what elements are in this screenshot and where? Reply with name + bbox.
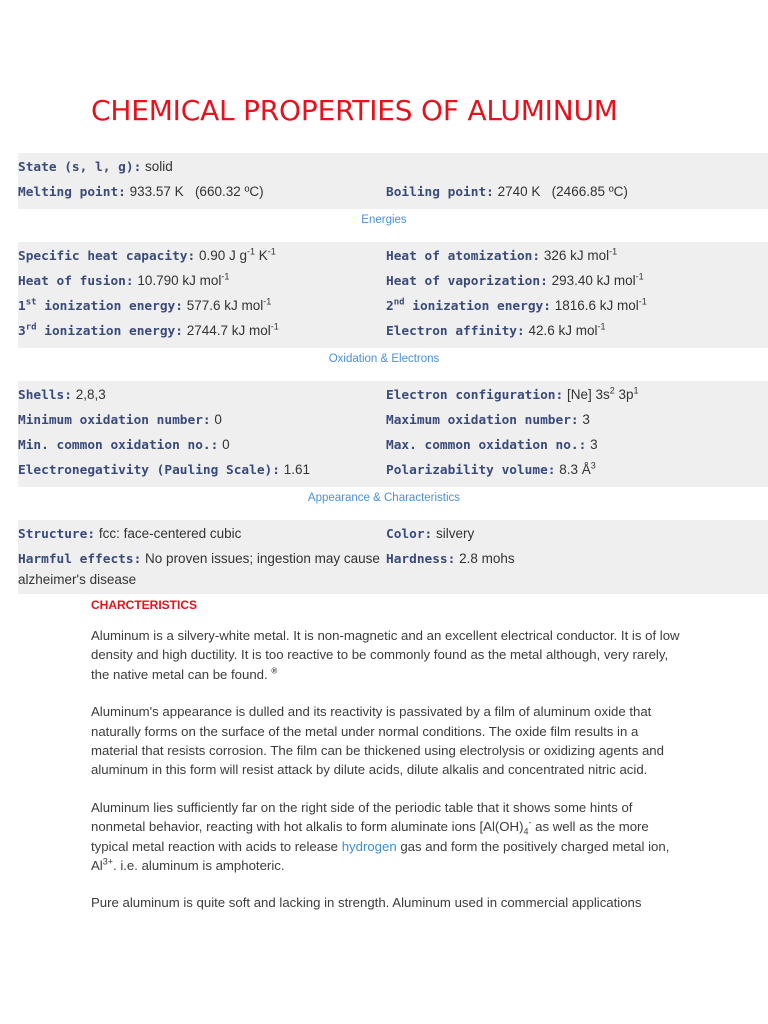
- paragraph-1: Aluminum is a silvery-white metal. It is non-magnetic and an excellent electrical conductor. It is of low density and high ductility. It is too reactive to be commonly found as the metal although, very rarely, the native metal can be found. ®: [91, 628, 680, 682]
- hydrogen-link[interactable]: hydrogen: [341, 838, 397, 854]
- section-appearance: Appearance & Characteristics: [307, 492, 461, 504]
- atomization-value: 326 kJ mol$^{-1}$: [543, 246, 618, 263]
- table-row: [18, 408, 768, 433]
- table-row: [18, 269, 768, 294]
- page-title: CHEMICAL PROPERTIES OF ALUMINUM: [91, 94, 618, 127]
- max-oxidation-value: 3: [582, 412, 590, 427]
- table-row: [18, 294, 768, 319]
- state-value: solid: [145, 159, 173, 174]
- ionization-3-label: 3rd ionization energy:: [18, 322, 183, 339]
- polarizability-label: Polarizability volume:: [386, 463, 556, 478]
- section-energies: Energies: [361, 214, 407, 226]
- hardness-value: 2.8 mohs: [459, 551, 515, 566]
- paragraph-2: Aluminum's appearance is dulled and its reactivity is passivated by a film of aluminum oxide that naturally forms on the surface of the metal under normal conditions. The oxide film results in a material that resists corrosion. The film can be thickened using electrolysis or oxidizing agents and aluminum in this form will resist attack by dilute acids, dilute alkalis and concentrated nitric acid.: [91, 704, 664, 778]
- heat-capacity-label: Specific heat capacity:: [18, 249, 196, 264]
- characteristics-heading: CHARCTERISTICS: [91, 598, 198, 612]
- electronegativity-value: 1.61: [283, 462, 310, 477]
- min-common-oxidation-value: 0: [222, 437, 230, 452]
- characteristics-section: [91, 598, 681, 931]
- electron-affinity-value: 42.6 kJ mol$^{-1}$: [528, 321, 606, 338]
- heat-capacity-value: 0.90 J $g^{-1}$ $K^{-1}$: [198, 246, 276, 263]
- max-common-oxidation-label: Max. common oxidation no.:: [386, 438, 587, 453]
- polarizability-value: 8.3 $Å^3$: [559, 460, 596, 477]
- boiling-label: Boiling point:: [386, 185, 494, 200]
- appearance-band: [18, 520, 768, 594]
- hardness-label: Hardness:: [386, 552, 456, 567]
- table-row: [18, 433, 768, 458]
- color-value: silvery: [436, 526, 475, 541]
- electron-config-value: [Ne] $3s^2$ $3p^1$: [566, 385, 639, 402]
- structure-value: fcc: face-centered cubic: [98, 526, 242, 541]
- harmful-effects-value: No proven issues; ingestion may cause alzheimer's disease: [18, 551, 380, 587]
- table-row: [18, 155, 768, 180]
- shells-label: Shells:: [18, 388, 72, 403]
- table-row: [18, 547, 768, 590]
- vaporization-value: 293.40 kJ mol$^{-1}$: [551, 271, 644, 288]
- ionization-3-value: 2744.7 kJ mol$^{-1}$: [186, 321, 279, 338]
- fusion-label: Heat of fusion:: [18, 274, 134, 289]
- max-common-oxidation-value: 3: [590, 437, 598, 452]
- ionization-1-value: 577.6 kJ mol$^{-1}$: [186, 296, 272, 313]
- min-common-oxidation-label: Min. common oxidation no.:: [18, 438, 219, 453]
- melting-label: Melting point:: [18, 185, 126, 200]
- structure-label: Structure:: [18, 527, 96, 542]
- oxidation-band: [18, 381, 768, 487]
- reference-marker[interactable]: ®: [271, 666, 278, 676]
- ionization-2-value: 1816.6 kJ mol$^{-1}$: [554, 296, 647, 313]
- harmful-effects-label: Harmful effects:: [18, 552, 142, 567]
- color-label: Color:: [386, 527, 433, 542]
- paragraph-3: Aluminum lies sufficiently far on the right side of the periodic table that it shows some hints of nonmetal behavior, reacting with hot alkalis to form aluminate ions [$Al(OH)_4^-$ as well as the more typical metal reaction with acids to release hydrogen gas and form the positively charged metal ion, $Al^{3+}$. i.e. aluminum is amphoteric.: [91, 799, 670, 874]
- table-row: [18, 244, 768, 269]
- fusion-value: 10.790 kJ mol$^{-1}$: [137, 271, 230, 288]
- min-oxidation-value: 0: [214, 412, 222, 427]
- table-row: [18, 319, 768, 344]
- electronegativity-label: Electronegativity (Pauling Scale):: [18, 463, 280, 478]
- atomization-label: Heat of atomization:: [386, 249, 541, 264]
- table-row: [18, 180, 768, 205]
- properties-table: [18, 153, 768, 594]
- ionization-2-label: 2nd ionization energy:: [386, 297, 551, 314]
- min-oxidation-label: Minimum oxidation number:: [18, 413, 211, 428]
- paragraph-4: Pure aluminum is quite soft and lacking in strength. Aluminum used in commercial applications: [91, 895, 642, 911]
- electron-affinity-label: Electron affinity:: [386, 324, 525, 339]
- electron-config-label: Electron configuration:: [386, 388, 564, 403]
- table-row: [18, 383, 768, 408]
- section-oxidation: Oxidation & Electrons: [328, 353, 440, 365]
- ionization-1-label: 1st ionization energy:: [18, 297, 183, 314]
- state-label: State (s, l, g):: [18, 160, 142, 175]
- general-band: [18, 153, 768, 209]
- shells-value: 2,8,3: [75, 387, 106, 402]
- melting-value: 933.57 K (660.32 ºC): [129, 184, 264, 199]
- max-oxidation-label: Maximum oxidation number:: [386, 413, 579, 428]
- energies-band: [18, 242, 768, 348]
- table-row: [18, 522, 768, 547]
- boiling-value: 2740 K (2466.85 ºC): [497, 184, 628, 199]
- vaporization-label: Heat of vaporization:: [386, 274, 548, 289]
- table-row: [18, 458, 768, 483]
